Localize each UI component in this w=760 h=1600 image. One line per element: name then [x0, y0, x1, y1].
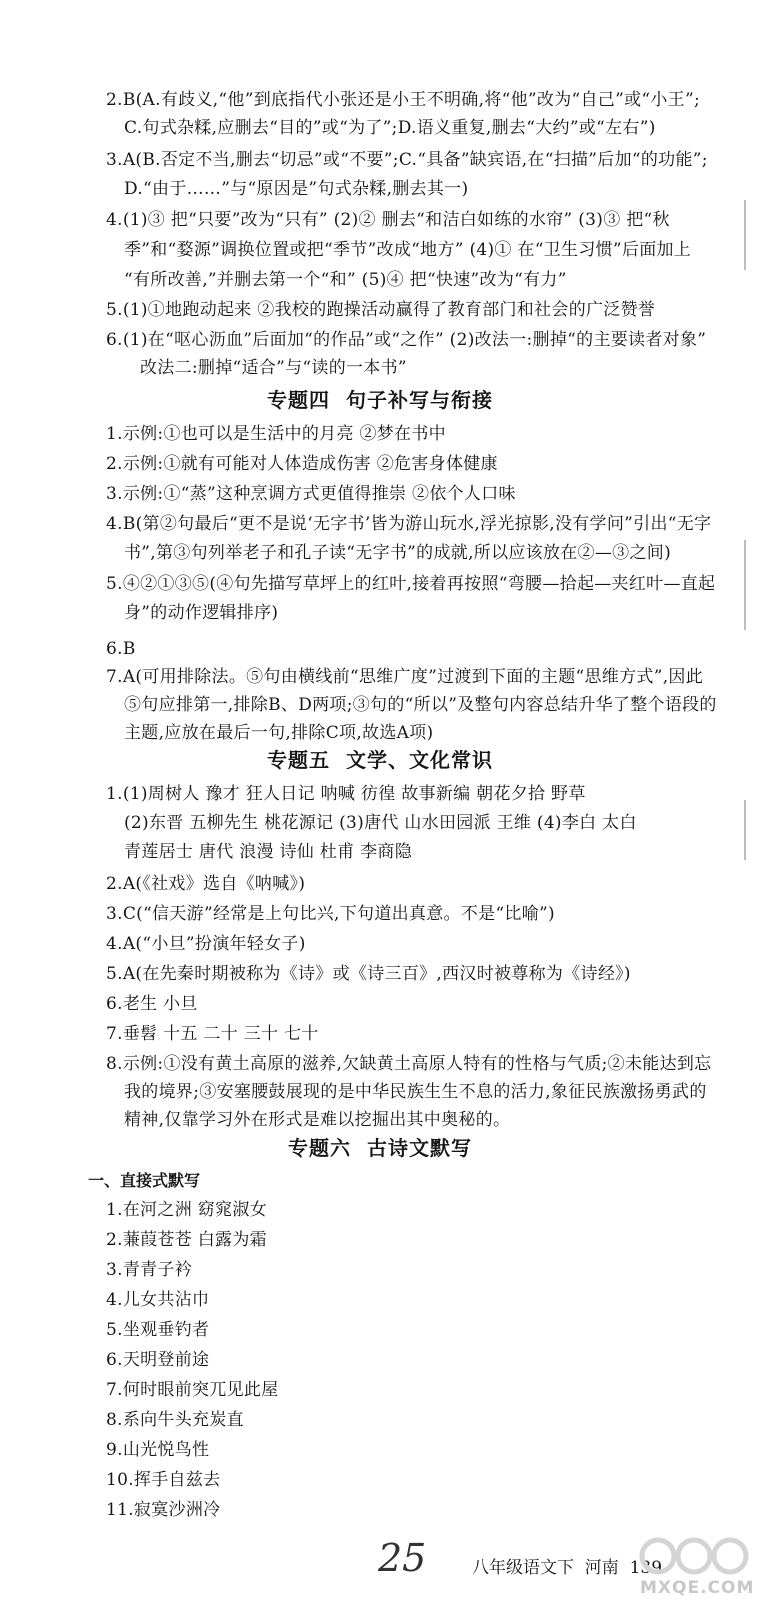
- answer-line: 3.示例:①“蒸”这种烹调方式更值得推崇 ②依个人口味: [106, 484, 516, 504]
- answer-line: 2.B(A.有歧义,“他”到底指代小张还是小王不明确,将“他”改为“自己”或“小王”;: [106, 90, 700, 110]
- section-subtitle: 一、直接式默写: [88, 1171, 201, 1190]
- answer-line: 11.寂寞沙洲冷: [106, 1500, 221, 1520]
- answer-line: 1.在河之洲 窈窕淑女: [106, 1200, 267, 1220]
- answer-line: 6.B: [106, 639, 136, 659]
- handwritten-page-mark: 25: [378, 1536, 427, 1580]
- answer-line: 青莲居士 唐代 浪漫 诗仙 杜甫 李商隐: [124, 842, 413, 862]
- answer-line: 精神,仅靠学习外在形式是难以挖掘出其中奥秘的。: [124, 1110, 511, 1130]
- answer-line: 6.(1)在“呕心沥血”后面加“的作品”或“之作” (2)改法一:删掉“的主要读者对象”: [106, 330, 707, 350]
- answer-line: 5.④②①③⑤(④句先描写草坪上的红叶,接着再按照“弯腰—拾起—夹红叶—直起: [106, 574, 716, 594]
- section-title: 专题四 句子补写与衔接: [267, 388, 493, 412]
- watermark-text: MXQE.COM: [640, 1578, 755, 1598]
- answer-line: 5.(1)①地跑动起来 ②我校的跑操活动赢得了教育部门和社会的广泛赞誉: [106, 300, 656, 320]
- answer-line: 3.A(B.否定不当,删去“切忌”或“不要”;C.“具备”缺宾语,在“扫描”后加“的功能”;: [106, 150, 708, 170]
- answer-line: 3.青青子衿: [106, 1260, 193, 1280]
- answer-line: 10.挥手自兹去: [106, 1470, 221, 1490]
- scan-edge-mark: [744, 540, 746, 630]
- answer-line: 3.C(“信天游”经常是上句比兴,下句道出真意。不是“比喻”): [106, 904, 555, 924]
- answer-line: “有所改善,”并删去第一个“和” (5)④ 把“快速”改为“有力”: [124, 270, 567, 290]
- answer-line: 4.A(“小旦”扮演年轻女子): [106, 934, 306, 954]
- answer-line: 4.B(第②句最后“更不是说‘无字书’皆为游山玩水,浮光掠影,没有学问”引出“无字: [106, 514, 712, 534]
- answer-line: 2.蒹葭苍苍 白露为霜: [106, 1230, 267, 1250]
- scan-edge-mark: [744, 200, 746, 270]
- page-footer: 八年级语文下 河南 139: [472, 1558, 663, 1578]
- section-title: 专题六 古诗文默写: [288, 1136, 472, 1160]
- answer-line: 7.何时眼前突兀见此屋: [106, 1380, 279, 1400]
- answer-line: 季”和“婺源”调换位置或把“季节”改成“地方” (4)① 在“卫生习惯”后面加上: [124, 240, 692, 260]
- answer-line: 2.示例:①就有可能对人体造成伤害 ②危害身体健康: [106, 454, 498, 474]
- answer-line: 7.垂髫 十五 二十 三十 七十: [106, 1024, 319, 1044]
- answer-line: 6.天明登前途: [106, 1350, 210, 1370]
- answer-line: 2.A(《社戏》选自《呐喊》): [106, 874, 306, 894]
- answer-line: 书”,第③句列举老子和孔子读“无字书”的成就,所以应该放在②—③之间): [124, 543, 672, 563]
- answer-line: 9.山光悦鸟性: [106, 1440, 210, 1460]
- answer-line: 主题,应放在最后一句,排除C项,故选A项): [124, 723, 434, 743]
- answer-line: 5.坐观垂钓者: [106, 1320, 210, 1340]
- answer-line: 8.示例:①没有黄土高原的滋养,欠缺黄土高原人特有的性格与气质;②未能达到忘: [106, 1054, 712, 1074]
- answer-line: (2)东晋 五柳先生 桃花源记 (3)唐代 山水田园派 王维 (4)李白 太白: [124, 813, 637, 833]
- answer-line: 7.A(可用排除法。⑤句由横线前“思维广度”过渡到下面的主题“思维方式”,因此: [106, 667, 703, 687]
- answer-line: 改法二:删掉“适合”与“读的一本书”: [140, 358, 407, 378]
- scan-edge-mark: [744, 800, 746, 860]
- answer-line: 我的境界;③安塞腰鼓展现的是中华民族生生不息的活力,象征民族激扬勇武的: [124, 1082, 707, 1102]
- answer-line: 5.A(在先秦时期被称为《诗》或《诗三百》,西汉时被尊称为《诗经》): [106, 964, 631, 984]
- answer-line: 4.儿女共沾巾: [106, 1290, 210, 1310]
- answer-line: ⑤句应排第一,排除B、D两项;③句的“所以”及整句内容总结升华了整个语段的: [124, 695, 717, 715]
- answer-line: 4.(1)③ 把“只要”改为“只有” (2)② 删去“和洁白如练的水帘” (3)③ 把“秋: [106, 210, 670, 230]
- answer-line: 8.系向牛头充炭直: [106, 1410, 244, 1430]
- answer-line: 1.示例:①也可以是生活中的月亮 ②梦在书中: [106, 424, 446, 444]
- answer-line: C.句式杂糅,应删去“目的”或“为了”;D.语义重复,删去“大约”或“左右”): [124, 118, 656, 138]
- section-title: 专题五 文学、文化常识: [267, 748, 493, 772]
- answer-line: 6.老生 小旦: [106, 994, 198, 1014]
- answer-line: 身”的动作逻辑排序): [124, 603, 279, 623]
- answer-line: 1.(1)周树人 豫才 狂人日记 呐喊 彷徨 故事新编 朝花夕拾 野草: [106, 784, 586, 804]
- answer-line: D.“由于……”与“原因是”句式杂糅,删去其一): [124, 179, 469, 199]
